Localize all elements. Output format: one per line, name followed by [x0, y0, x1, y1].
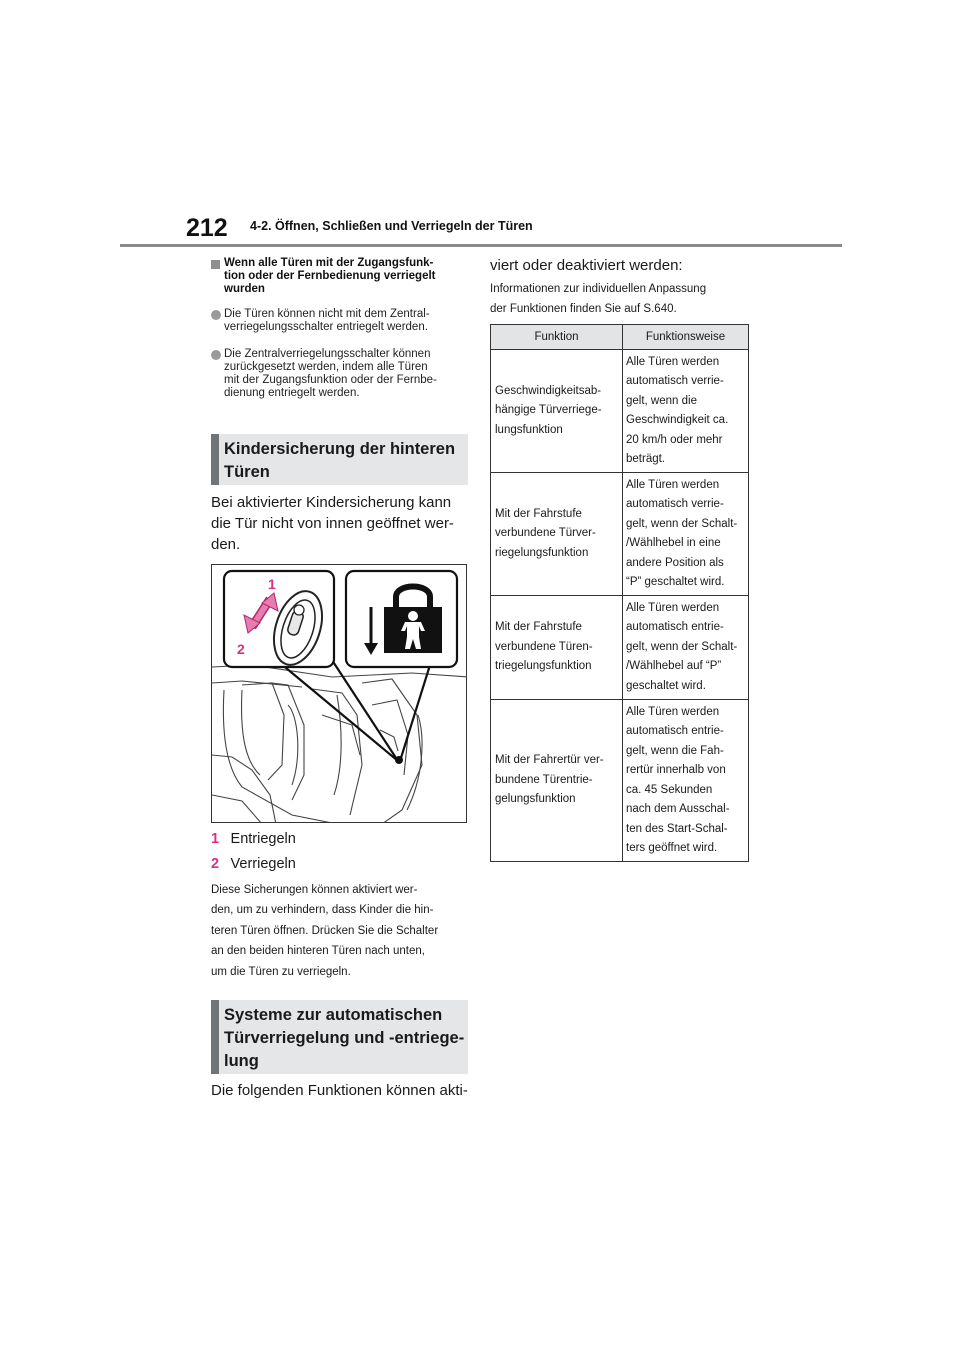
page-number: 212: [186, 214, 228, 242]
table-cell-operation: Alle Türen werden automatisch verrie- gelt, wenn der Schalt- /Wählhebel in eine andere Position als “P” geschaltet wird.: [623, 473, 749, 596]
bullet-item-1: Die Türen können nicht mit dem Zentral- verriegelungsschalter entriegelt werden.: [224, 308, 430, 333]
callout-number-1: 1: [268, 576, 276, 592]
table-cell-function: Mit der Fahrstufe verbundene Türver- riegelungsfunktion: [491, 473, 623, 596]
section-heading-child-lock: Kindersicherung der hinteren Türen: [211, 434, 468, 485]
child-lock-illustration: [211, 564, 467, 823]
table-cell-function: Mit der Fahrstufe verbundene Türen- triegelungsfunktion: [491, 596, 623, 700]
auto-lock-intro: Die folgenden Funktionen können akti-: [211, 1082, 468, 1099]
switch-location-marker: [395, 756, 403, 764]
child-lock-intro: Bei aktivierter Kindersicherung kann die Tür nicht von innen geöffnet wer- den.: [211, 494, 454, 553]
bullet-item-2: Die Zentralverriegelungsschalter können zurückgesetzt werden, indem alle Türen mit der Zugangsfunktion oder der Fernbe- dienung entriegelt werden.: [224, 348, 437, 399]
table-cell-operation: Alle Türen werden automatisch entrie- gelt, wenn die Fah- rertür innerhalb von ca. 45 Sekunden nach dem Ausschal- ten des Start-Schal- ters geöffnet wird.: [623, 700, 749, 862]
table-header-operation: Funktionsweise: [623, 325, 749, 350]
table-row: [491, 700, 749, 862]
table-cell-function: Mit der Fahrertür ver- bundene Türentrie- gelungsfunktion: [491, 700, 623, 862]
bullet-heading: Wenn alle Türen mit der Zugangsfunk- tion oder der Fernbedienung verriegelt wurden: [224, 257, 436, 295]
square-bullet-icon: [211, 260, 220, 269]
table-row: [491, 473, 749, 596]
table-header-function: Funktion: [491, 325, 623, 350]
header-divider: [120, 244, 842, 247]
table-cell-function: Geschwindigkeitsab- hängige Türverriege- lungsfunktion: [491, 350, 623, 473]
auto-lock-intro-continued: viert oder deaktiviert werden:: [490, 257, 683, 274]
chapter-title: 4-2. Öffnen, Schließen und Verriegeln der Türen: [250, 219, 533, 233]
function-table: [490, 324, 749, 862]
table-header-row: [491, 325, 749, 350]
customization-reference: Informationen zur individuellen Anpassung der Funktionen finden Sie auf S.640.: [490, 283, 707, 316]
table-row: [491, 350, 749, 473]
round-bullet-icon: [211, 350, 221, 360]
table-row: [491, 596, 749, 700]
legend-item-1: 1 Entriegeln: [211, 831, 296, 847]
round-bullet-icon: [211, 310, 221, 320]
callout-number-2: 2: [237, 641, 245, 657]
table-cell-operation: Alle Türen werden automatisch verrie- gelt, wenn die Geschwindigkeit ca. 20 km/h oder mehr beträgt.: [623, 350, 749, 473]
table-cell-operation: Alle Türen werden automatisch entrie- gelt, wenn der Schalt- /Wählhebel auf “P” geschaltet wird.: [623, 596, 749, 700]
rear-door-drawing: [212, 565, 467, 823]
section-heading-auto-lock: Systeme zur automatischen Türverriegelung und -entriege- lung: [211, 1000, 468, 1074]
legend-item-2: 2 Verriegeln: [211, 856, 296, 872]
child-lock-note: Diese Sicherungen können aktiviert wer- den, um zu verhindern, dass Kinder die hin- teren Türen öffnen. Drücken Sie die Schalter an den beiden hinteren Türen nach unten, um die Türen zu verriegeln.: [211, 884, 439, 978]
